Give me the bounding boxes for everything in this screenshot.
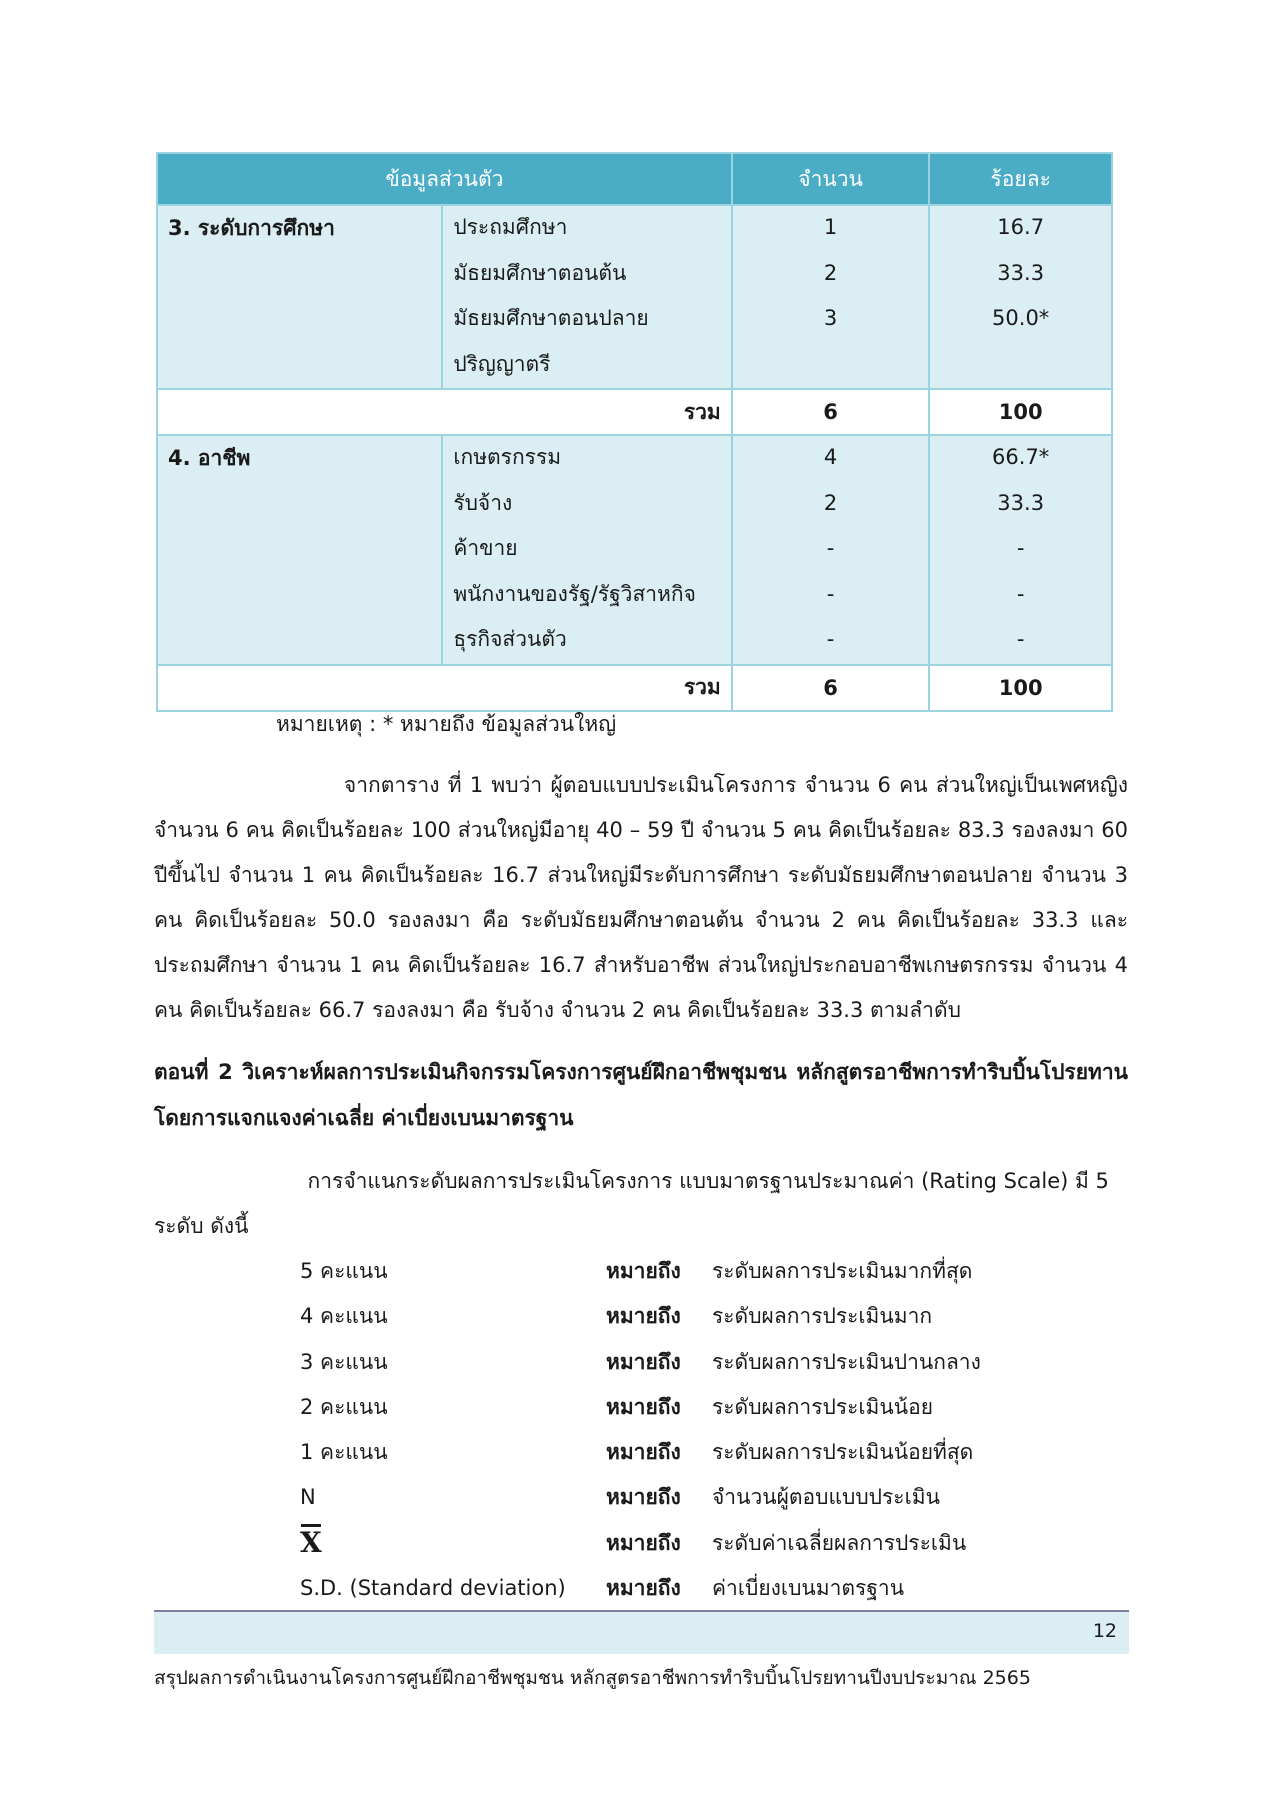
scale-means: หมายถึง <box>606 1259 681 1283</box>
total-label: รวม <box>157 389 732 435</box>
scale-desc: ระดับผลการประเมินมาก <box>712 1304 933 1329</box>
table-note: หมายเหตุ : * หมายถึง ข้อมูลส่วนใหญ่ <box>276 712 617 736</box>
item-label: พนักงานของรัฐ/รัฐวิสาหกิจ <box>453 581 696 606</box>
table-group-occupation <box>157 435 1112 665</box>
percent-value: - <box>1016 627 1025 651</box>
percent-value: - <box>1016 581 1025 606</box>
header-info: ข้อมูลส่วนตัว <box>157 153 732 205</box>
scale-key: 2 คะแนน <box>300 1394 388 1419</box>
scale-means: หมายถึง <box>606 1530 681 1555</box>
count-value: - <box>826 536 835 560</box>
percents-cell <box>929 435 1112 665</box>
count-value: 4 <box>823 445 838 469</box>
table-total-row <box>157 389 1112 435</box>
item-label: มัธยมศึกษาตอนต้น <box>453 260 627 285</box>
item-label: รับจ้าง <box>453 490 513 515</box>
x-bar-symbol: X <box>300 1522 322 1564</box>
scale-desc: ค่าเบี่ยงเบนมาตรฐาน <box>712 1576 905 1601</box>
footer-band <box>154 1612 1129 1654</box>
item-label: ปริญญาตรี <box>453 351 551 376</box>
scale-desc: ระดับผลการประเมินมากที่สุด <box>712 1259 973 1283</box>
item-label: ค้าขาย <box>453 536 518 560</box>
scale-key: 4 คะแนน <box>300 1304 388 1329</box>
scale-key: 3 คะแนน <box>300 1349 388 1374</box>
scale-key: 5 คะแนน <box>300 1259 388 1283</box>
scale-means: หมายถึง <box>606 1394 681 1419</box>
item-label: มัธยมศึกษาตอนปลาย <box>453 306 649 330</box>
total-percent: 100 <box>929 665 1112 711</box>
count-value: - <box>826 627 835 651</box>
items-cell <box>442 205 731 389</box>
count-value <box>733 343 929 389</box>
item-label: ประถมศึกษา <box>453 215 568 239</box>
percent-value <box>930 343 1111 389</box>
counts-cell <box>732 435 930 665</box>
footer-text: สรุปผลการดำเนินงานโครงการศูนย์ฝึกอาชีพชุมชน หลักสูตรอาชีพการทำริบบิ้นโปรยทานปีงบประมาณ 2565 <box>154 1667 1031 1689</box>
scale-desc: ระดับค่าเฉลี่ยผลการประเมิน <box>712 1530 967 1555</box>
item-label: ธุรกิจส่วนตัว <box>453 627 567 651</box>
count-value: 2 <box>823 260 838 285</box>
header-count: จำนวน <box>732 153 930 205</box>
percent-value: 33.3 <box>997 260 1045 285</box>
section-heading: ตอนที่ 2 วิเคราะห์ผลการประเมินกิจกรรมโครงการศูนย์ฝึกอาชีพชุมชน หลักสูตรอาชีพการทำริบบิ้นโปรยทาน โดยการแจกแจงค่าเฉลี่ย ค่าเบี่ยงเบนมาตรฐาน <box>154 1060 1128 1130</box>
count-value: 1 <box>823 215 838 239</box>
percents-cell <box>929 205 1112 389</box>
summary-paragraph: จากตาราง ที่ 1 พบว่า ผู้ตอบแบบประเมินโครงการ จำนวน 6 คน ส่วนใหญ่เป็นเพศหญิง จำนวน 6 คน คิดเป็นร้อยละ 100 ส่วนใหญ่มีอายุ 40 – 59 ปี จำนวน 5 คน คิดเป็นร้อยละ 83.3 รองลงมา 60 ปีขึ้นไป จำนวน 1 คน คิดเป็นร้อยละ 16.7 ส่วนใหญ่มีระดับการศึกษา ระดับมัธยมศึกษาตอนปลาย จำนวน 3 คน คิดเป็นร้อยละ 50.0 รองลงมา คือ ระดับมัธยมศึกษาตอนต้น จำนวน 2 คน คิดเป็นร้อยละ 33.3 และ ประถมศึกษา จำนวน 1 คน คิดเป็นร้อยละ 16.7 สำหรับอาชีพ ส่วนใหญ่ประกอบอาชีพเกษตรกรรม จำนวน 4 คน คิดเป็นร้อยละ 66.7 รองลงมา คือ รับจ้าง จำนวน 2 คน คิดเป็นร้อยละ 33.3 ตามลำดับ <box>154 773 1128 1022</box>
percent-value: 66.7* <box>992 445 1050 469</box>
count-value: 2 <box>823 490 838 515</box>
count-value: - <box>826 581 835 606</box>
scale-desc: จำนวนผู้ตอบแบบประเมิน <box>712 1485 940 1510</box>
category-label: 4. อาชีพ <box>157 435 442 665</box>
table-group-education <box>157 205 1112 389</box>
respondent-info-table <box>156 152 1113 712</box>
scale-means: หมายถึง <box>606 1576 681 1601</box>
percent-value: 50.0* <box>992 306 1050 330</box>
scale-key-xbar <box>300 1522 322 1566</box>
page-number: 12 <box>1092 1620 1117 1642</box>
scale-desc: ระดับผลการประเมินปานกลาง <box>712 1349 981 1374</box>
table-header-row <box>157 153 1112 205</box>
scale-means: หมายถึง <box>606 1304 681 1329</box>
percent-value: - <box>1016 536 1025 560</box>
scale-desc: ระดับผลการประเมินน้อยที่สุด <box>712 1440 974 1465</box>
scale-key: 1 คะแนน <box>300 1440 388 1465</box>
category-label: 3. ระดับการศึกษา <box>157 205 442 389</box>
scale-means: หมายถึง <box>606 1349 681 1374</box>
scale-key: S.D. (Standard deviation) <box>300 1576 566 1601</box>
item-label: เกษตรกรรม <box>453 445 562 469</box>
scale-key: N <box>300 1485 316 1510</box>
items-cell <box>442 435 731 665</box>
counts-cell <box>732 205 930 389</box>
count-value: 3 <box>823 306 838 330</box>
table-total-row <box>157 665 1112 711</box>
total-percent: 100 <box>929 389 1112 435</box>
total-label: รวม <box>157 665 732 711</box>
total-count: 6 <box>732 389 930 435</box>
percent-value: 33.3 <box>997 490 1045 515</box>
scale-means: หมายถึง <box>606 1440 681 1465</box>
percent-value: 16.7 <box>997 215 1045 239</box>
rating-scale-intro: การจำแนกระดับผลการประเมินโครงการ แบบมาตรฐานประมาณค่า (Rating Scale) มี 5 ระดับ ดังนี้ <box>154 1169 1109 1238</box>
scale-desc: ระดับผลการประเมินน้อย <box>712 1394 934 1419</box>
header-percent: ร้อยละ <box>929 153 1112 205</box>
scale-means: หมายถึง <box>606 1485 681 1510</box>
total-count: 6 <box>732 665 930 711</box>
